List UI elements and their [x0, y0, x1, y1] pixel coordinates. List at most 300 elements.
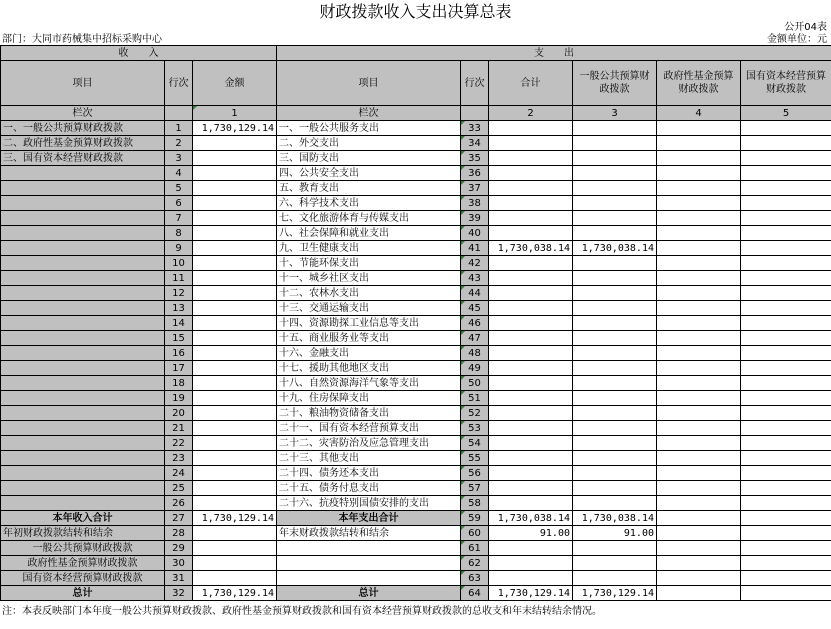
income-item-cell: [1, 496, 165, 511]
expense-state-cell: [741, 136, 831, 151]
expense-general-cell: [573, 421, 657, 436]
expense-rowno-cell: 36: [461, 166, 489, 181]
expense-govfund-cell: [657, 346, 741, 361]
income-rowno-cell: 25: [165, 481, 193, 496]
summary-expense-general: 1,730,129.14: [573, 586, 657, 601]
income-item-cell: [1, 181, 165, 196]
income-item-cell: [1, 211, 165, 226]
expense-state-cell: [741, 121, 831, 136]
income-amount-cell: [193, 481, 277, 496]
expense-general-cell: [573, 181, 657, 196]
expense-state-cell: [741, 151, 831, 166]
income-rowno-cell: 1: [165, 121, 193, 136]
summary-income-amount: 1,730,129.14: [193, 511, 277, 526]
col-number-3: 3: [573, 106, 657, 121]
summary-expense-total: [489, 541, 573, 556]
income-rowno-cell: 7: [165, 211, 193, 226]
expense-total-cell: [489, 256, 573, 271]
summary-row: [1, 586, 831, 601]
summary-income-label: 国有资本经营预算财政拨款: [1, 571, 165, 586]
expense-govfund-cell: [657, 121, 741, 136]
summary-expense-govfund: [657, 556, 741, 571]
expense-total-cell: [489, 331, 573, 346]
expense-total-cell: [489, 151, 573, 166]
summary-row: [1, 541, 831, 556]
income-rowno-cell: 14: [165, 316, 193, 331]
income-item-cell: [1, 466, 165, 481]
col-number-5: 5: [741, 106, 831, 121]
expense-rowno-cell: 37: [461, 181, 489, 196]
col-number-4: 4: [657, 106, 741, 121]
expense-govfund-cell: [657, 226, 741, 241]
income-amount-cell: [193, 226, 277, 241]
table-row: [1, 346, 831, 361]
expense-rowno-cell: 53: [461, 421, 489, 436]
col-label-income: 栏次: [1, 106, 165, 121]
expense-govfund-cell: [657, 271, 741, 286]
summary-expense-general: 1,730,038.14: [573, 511, 657, 526]
expense-general-cell: [573, 436, 657, 451]
expense-govfund-cell: [657, 496, 741, 511]
income-rowno-cell: 5: [165, 181, 193, 196]
income-amount-cell: [193, 241, 277, 256]
income-item-cell: 一、一般公共预算财政拨款: [1, 121, 165, 136]
income-amount-cell: [193, 331, 277, 346]
expense-govfund-cell: [657, 211, 741, 226]
expense-item-header: 项目: [277, 61, 461, 106]
expense-rowno-cell: 41: [461, 241, 489, 256]
income-item-cell: [1, 421, 165, 436]
table-row: [1, 316, 831, 331]
expense-govfund-cell: [657, 241, 741, 256]
expense-total-cell: [489, 451, 573, 466]
expense-total-cell: [489, 226, 573, 241]
table-row: [1, 241, 831, 256]
income-amount-cell: [193, 466, 277, 481]
income-amount-cell: [193, 346, 277, 361]
expense-general-cell: [573, 286, 657, 301]
expense-general-cell: [573, 166, 657, 181]
income-rowno-header: 行次: [165, 61, 193, 106]
summary-expense-rowno: 60: [461, 526, 489, 541]
income-item-cell: [1, 391, 165, 406]
expense-rowno-cell: 38: [461, 196, 489, 211]
income-item-cell: [1, 316, 165, 331]
summary-income-label: 年初财政拨款结转和结余: [1, 526, 165, 541]
expense-general-cell: [573, 346, 657, 361]
income-amount-cell: [193, 181, 277, 196]
expense-rowno-cell: 50: [461, 376, 489, 391]
income-item-cell: [1, 406, 165, 421]
expense-item-cell: 十六、金融支出: [277, 346, 461, 361]
income-amount-cell: [193, 166, 277, 181]
summary-expense-label: 年末财政拨款结转和结余: [277, 526, 461, 541]
summary-expense-general: [573, 541, 657, 556]
expense-item-cell: 二十五、债务付息支出: [277, 481, 461, 496]
income-rowno-cell: 8: [165, 226, 193, 241]
summary-row: [1, 571, 831, 586]
summary-expense-state: [741, 586, 831, 601]
income-rowno-cell: 20: [165, 406, 193, 421]
expense-total-cell: [489, 391, 573, 406]
expense-rowno-cell: 48: [461, 346, 489, 361]
expense-general-cell: [573, 301, 657, 316]
expense-state-cell: [741, 226, 831, 241]
income-rowno-cell: 15: [165, 331, 193, 346]
summary-expense-general: [573, 571, 657, 586]
expense-state-cell: [741, 451, 831, 466]
expense-general-cell: [573, 406, 657, 421]
summary-income-amount: [193, 571, 277, 586]
table-row: [1, 136, 831, 151]
expense-rowno-cell: 39: [461, 211, 489, 226]
expense-general-cell: [573, 196, 657, 211]
expense-item-cell: 十三、交通运输支出: [277, 301, 461, 316]
table-row: [1, 406, 831, 421]
income-amount-cell: [193, 451, 277, 466]
summary-expense-govfund: [657, 571, 741, 586]
expense-total-cell: [489, 301, 573, 316]
expense-general-cell: [573, 211, 657, 226]
col-number-1: 1: [193, 106, 277, 121]
income-item-cell: [1, 286, 165, 301]
expense-general-cell: [573, 466, 657, 481]
expense-state-cell: [741, 376, 831, 391]
summary-expense-label: [277, 571, 461, 586]
table-row: [1, 331, 831, 346]
expense-item-cell: 二、外交支出: [277, 136, 461, 151]
table-row: [1, 121, 831, 136]
expense-govfund-cell: [657, 391, 741, 406]
expense-item-cell: 十七、援助其他地区支出: [277, 361, 461, 376]
expense-govfund-cell: [657, 316, 741, 331]
income-amount-cell: [193, 211, 277, 226]
income-item-cell: [1, 271, 165, 286]
summary-expense-total: [489, 571, 573, 586]
summary-row: [1, 526, 831, 541]
department-label: 部门：大同市药械集中招标采购中心: [2, 34, 162, 45]
expense-govfund-cell: [657, 286, 741, 301]
table-row: [1, 466, 831, 481]
expense-item-cell: 二十四、债务还本支出: [277, 466, 461, 481]
summary-income-rowno: 31: [165, 571, 193, 586]
summary-income-label: 总计: [1, 586, 165, 601]
summary-expense-label: 总计: [277, 586, 461, 601]
finance-table: [0, 45, 831, 601]
expense-govfund-cell: [657, 481, 741, 496]
expense-rowno-cell: 51: [461, 391, 489, 406]
expense-item-cell: 十一、城乡社区支出: [277, 271, 461, 286]
income-rowno-cell: 24: [165, 466, 193, 481]
expense-govfund-cell: [657, 256, 741, 271]
expense-total-cell: [489, 196, 573, 211]
expense-item-cell: 七、文化旅游体育与传媒支出: [277, 211, 461, 226]
expense-general-cell: [573, 361, 657, 376]
expense-state-cell: [741, 271, 831, 286]
table-row: [1, 451, 831, 466]
income-item-header: 项目: [1, 61, 165, 106]
expense-state-cell: [741, 301, 831, 316]
summary-income-amount: 1,730,129.14: [193, 586, 277, 601]
income-item-cell: [1, 301, 165, 316]
table-row: [1, 391, 831, 406]
income-item-cell: [1, 361, 165, 376]
expense-total-cell: [489, 316, 573, 331]
summary-income-label: 一般公共预算财政拨款: [1, 541, 165, 556]
expense-total-cell: [489, 346, 573, 361]
income-item-cell: [1, 166, 165, 181]
expense-item-cell: 二十一、国有资本经营预算支出: [277, 421, 461, 436]
summary-expense-state: [741, 571, 831, 586]
income-item-cell: 三、国有资本经营财政拨款: [1, 151, 165, 166]
expense-rowno-cell: 56: [461, 466, 489, 481]
income-rowno-cell: 18: [165, 376, 193, 391]
expense-total-cell: [489, 481, 573, 496]
expense-general-cell: 1,730,038.14: [573, 241, 657, 256]
expense-general-cell: [573, 376, 657, 391]
expense-total-cell: 1,730,038.14: [489, 241, 573, 256]
table-row: [1, 271, 831, 286]
expense-state-cell: [741, 421, 831, 436]
summary-expense-rowno: 64: [461, 586, 489, 601]
summary-income-amount: [193, 541, 277, 556]
expense-rowno-cell: 44: [461, 286, 489, 301]
expense-state-cell: [741, 331, 831, 346]
summary-expense-total: [489, 556, 573, 571]
expense-state-cell: [741, 406, 831, 421]
expense-total-cell: [489, 421, 573, 436]
summary-expense-govfund: [657, 526, 741, 541]
expense-general-cell: [573, 391, 657, 406]
expense-total-cell: [489, 466, 573, 481]
income-item-cell: [1, 451, 165, 466]
expense-general-cell: [573, 226, 657, 241]
expense-item-cell: 二十六、抗疫特别国债安排的支出: [277, 496, 461, 511]
expense-item-cell: 十四、资源勘探工业信息等支出: [277, 316, 461, 331]
expense-govfund-cell: [657, 136, 741, 151]
expense-total-header: 合计: [489, 61, 573, 106]
expense-total-cell: [489, 286, 573, 301]
expense-govfund-cell: [657, 376, 741, 391]
summary-expense-rowno: 62: [461, 556, 489, 571]
expense-item-cell: 十二、农林水支出: [277, 286, 461, 301]
expense-rowno-cell: 46: [461, 316, 489, 331]
expense-general-cell: [573, 481, 657, 496]
summary-income-amount: [193, 526, 277, 541]
expense-rowno-cell: 55: [461, 451, 489, 466]
expense-govfund-cell: [657, 166, 741, 181]
income-rowno-cell: 22: [165, 436, 193, 451]
expense-rowno-cell: 45: [461, 301, 489, 316]
expense-rowno-cell: 58: [461, 496, 489, 511]
income-amount-cell: [193, 151, 277, 166]
income-amount-cell: [193, 406, 277, 421]
summary-expense-govfund: [657, 541, 741, 556]
expense-state-header: 国有资本经营预算财政拨款: [741, 61, 831, 106]
income-amount-cell: [193, 496, 277, 511]
expense-total-cell: [489, 376, 573, 391]
expense-state-cell: [741, 181, 831, 196]
table-row: [1, 496, 831, 511]
expense-govfund-cell: [657, 151, 741, 166]
summary-row: [1, 511, 831, 526]
expense-general-cell: [573, 316, 657, 331]
expense-govfund-cell: [657, 436, 741, 451]
report-title: 财政拨款收入支出决算总表: [319, 2, 512, 21]
income-amount-cell: [193, 271, 277, 286]
table-row: [1, 436, 831, 451]
expense-govfund-cell: [657, 451, 741, 466]
expense-total-cell: [489, 121, 573, 136]
expense-rowno-cell: 40: [461, 226, 489, 241]
unit-label: 金额单位：元: [767, 34, 827, 45]
expense-general-cell: [573, 451, 657, 466]
expense-rowno-cell: 43: [461, 271, 489, 286]
expense-govfund-cell: [657, 406, 741, 421]
summary-expense-rowno: 63: [461, 571, 489, 586]
income-item-cell: 二、政府性基金预算财政拨款: [1, 136, 165, 151]
expense-state-cell: [741, 391, 831, 406]
expense-item-cell: 十八、自然资源海洋气象等支出: [277, 376, 461, 391]
summary-expense-state: [741, 556, 831, 571]
income-rowno-cell: 12: [165, 286, 193, 301]
summary-expense-rowno: 59: [461, 511, 489, 526]
income-rowno-cell: 11: [165, 271, 193, 286]
summary-expense-state: [741, 511, 831, 526]
expense-item-cell: 二十二、灾害防治及应急管理支出: [277, 436, 461, 451]
expense-state-cell: [741, 466, 831, 481]
summary-expense-total: 1,730,038.14: [489, 511, 573, 526]
income-amount-cell: [193, 421, 277, 436]
expense-rowno-cell: 52: [461, 406, 489, 421]
income-rowno-cell: 16: [165, 346, 193, 361]
expense-general-cell: [573, 331, 657, 346]
summary-expense-label: [277, 541, 461, 556]
income-amount-cell: [193, 436, 277, 451]
income-amount-cell: [193, 196, 277, 211]
expense-state-cell: [741, 256, 831, 271]
table-row: [1, 226, 831, 241]
table-row: [1, 151, 831, 166]
summary-expense-govfund: [657, 511, 741, 526]
expense-item-cell: 四、公共安全支出: [277, 166, 461, 181]
footnote: 注：本表反映部门本年度一般公共预算财政拨款、政府性基金预算财政拨款和国有资本经营预算财政拨款的总收支和年末结转结余情况。: [2, 606, 602, 617]
expense-state-cell: [741, 211, 831, 226]
expense-govfund-cell: [657, 301, 741, 316]
expense-item-cell: 九、卫生健康支出: [277, 241, 461, 256]
col-number-2: 2: [489, 106, 573, 121]
income-item-cell: [1, 241, 165, 256]
expense-govfund-cell: [657, 181, 741, 196]
expense-rowno-cell: 35: [461, 151, 489, 166]
expense-rowno-cell: 57: [461, 481, 489, 496]
income-item-cell: [1, 331, 165, 346]
income-amount-cell: [193, 361, 277, 376]
income-rowno-cell: 19: [165, 391, 193, 406]
expense-section-header: 支 出: [277, 46, 831, 61]
expense-total-cell: [489, 136, 573, 151]
table-row: [1, 181, 831, 196]
expense-state-cell: [741, 286, 831, 301]
expense-total-cell: [489, 271, 573, 286]
expense-govfund-cell: [657, 466, 741, 481]
expense-govfund-cell: [657, 331, 741, 346]
expense-govfund-cell: [657, 361, 741, 376]
expense-general-cell: [573, 151, 657, 166]
income-amount-cell: 1,730,129.14: [193, 121, 277, 136]
expense-general-cell: [573, 496, 657, 511]
expense-total-cell: [489, 211, 573, 226]
income-rowno-cell: 17: [165, 361, 193, 376]
table-row: [1, 481, 831, 496]
summary-expense-total: 91.00: [489, 526, 573, 541]
income-rowno-cell: 4: [165, 166, 193, 181]
expense-govfund-header: 政府性基金预算财政拨款: [657, 61, 741, 106]
table-row: [1, 301, 831, 316]
table-row: [1, 196, 831, 211]
expense-total-cell: [489, 496, 573, 511]
expense-state-cell: [741, 436, 831, 451]
expense-total-cell: [489, 406, 573, 421]
income-rowno-cell: 6: [165, 196, 193, 211]
income-amount-cell: [193, 376, 277, 391]
expense-general-cell: [573, 256, 657, 271]
summary-income-rowno: 29: [165, 541, 193, 556]
income-amount-cell: [193, 301, 277, 316]
expense-govfund-cell: [657, 196, 741, 211]
expense-state-cell: [741, 316, 831, 331]
income-amount-cell: [193, 136, 277, 151]
income-rowno-cell: 10: [165, 256, 193, 271]
income-amount-header: 金额: [193, 61, 277, 106]
expense-item-cell: 十五、商业服务业等支出: [277, 331, 461, 346]
income-rowno-cell: 21: [165, 421, 193, 436]
expense-total-cell: [489, 166, 573, 181]
summary-income-amount: [193, 556, 277, 571]
income-section-header: 收 入: [1, 46, 277, 61]
expense-general-cell: [573, 136, 657, 151]
income-amount-cell: [193, 256, 277, 271]
expense-rowno-cell: 34: [461, 136, 489, 151]
expense-state-cell: [741, 196, 831, 211]
expense-rowno-cell: 33: [461, 121, 489, 136]
expense-rowno-cell: 42: [461, 256, 489, 271]
income-item-cell: [1, 256, 165, 271]
income-rowno-cell: 13: [165, 301, 193, 316]
summary-expense-general: [573, 556, 657, 571]
summary-expense-rowno: 61: [461, 541, 489, 556]
expense-rowno-cell: 47: [461, 331, 489, 346]
col-label-expense: 栏次: [277, 106, 461, 121]
income-rowno-cell: 9: [165, 241, 193, 256]
expense-state-cell: [741, 481, 831, 496]
summary-expense-state: [741, 541, 831, 556]
expense-total-cell: [489, 181, 573, 196]
table-row: [1, 211, 831, 226]
income-item-cell: [1, 346, 165, 361]
expense-rowno-header: 行次: [461, 61, 489, 106]
expense-state-cell: [741, 361, 831, 376]
income-rowno-cell: 2: [165, 136, 193, 151]
table-row: [1, 376, 831, 391]
expense-total-cell: [489, 361, 573, 376]
expense-item-cell: 二十、粮油物资储备支出: [277, 406, 461, 421]
income-rowno-cell: 23: [165, 451, 193, 466]
income-item-cell: [1, 481, 165, 496]
table-row: [1, 421, 831, 436]
income-amount-cell: [193, 391, 277, 406]
expense-general-header: 一般公共预算财政拨款: [573, 61, 657, 106]
